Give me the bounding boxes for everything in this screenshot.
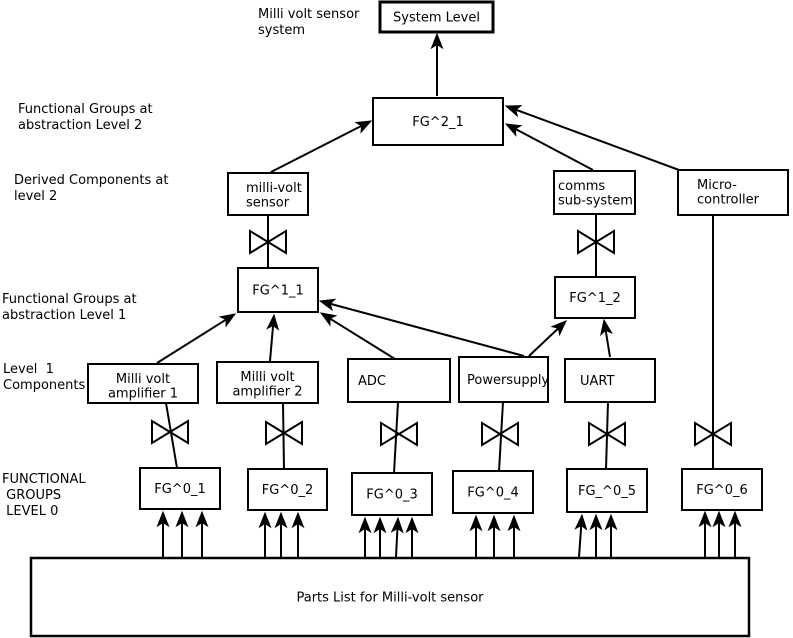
node-fg1-2-label — [569, 291, 621, 306]
label-level2-functional-groups-line: abstraction Level 2 — [18, 118, 143, 133]
arrow-parts-list-to-fg0-5 — [576, 515, 587, 557]
bowtie-icon — [381, 423, 417, 445]
node-fg0-3-label — [366, 488, 418, 503]
node-milli-volt-amplifier-1-label-line: amplifier 1 — [107, 386, 179, 402]
label-level1-functional-groups — [2, 292, 137, 323]
arrow-parts-list-to-fg0-6 — [700, 512, 711, 557]
edge-milli-volt-amplifier-2-to-fg0-2 — [283, 403, 284, 469]
node-fg0-5-label — [578, 484, 636, 499]
arrow-shaft — [270, 325, 273, 361]
bowtie-right-triangle — [607, 423, 625, 445]
bowtie-right-triangle — [713, 423, 731, 445]
arrow-parts-list-to-fg0-4 — [471, 516, 482, 557]
node-adc-label — [358, 374, 386, 389]
arrow-parts-list-to-fg0-2 — [260, 513, 271, 557]
label-level0-functional-groups — [2, 472, 86, 519]
node-system-level-label-line: System Level — [393, 10, 480, 26]
node-system-level-label — [393, 11, 480, 26]
label-level1-functional-groups-line: abstraction Level 1 — [2, 308, 127, 323]
label-level0-functional-groups-line: FUNCTIONAL — [2, 472, 86, 487]
arrow-comms-sub-system-to-fg2-1 — [506, 124, 593, 170]
bowtie-left-triangle — [266, 422, 284, 444]
arrow-parts-list-to-fg0-5 — [591, 515, 602, 557]
label-level1-components-line: Components — [3, 378, 86, 393]
node-parts-list-label — [296, 591, 484, 606]
arrow-parts-list-to-fg0-1 — [158, 512, 169, 557]
label-level2-derived-components-line: Derived Components at — [14, 173, 169, 188]
node-fg1-1-label-line: FG^1_1 — [252, 283, 304, 299]
arrow-uart-to-fg1-2 — [601, 320, 612, 357]
arrow-shaft — [271, 126, 362, 172]
label-level1-components — [3, 362, 85, 393]
label-system-title-line: Milli volt sensor — [258, 7, 360, 22]
node-fg2-1-label — [412, 115, 464, 130]
arrow-parts-list-to-fg0-3 — [407, 518, 418, 557]
arrow-shaft — [330, 319, 395, 359]
node-fg0-4-label-line: FG^0_4 — [467, 485, 519, 501]
arrow-parts-list-to-fg0-3 — [375, 518, 386, 557]
node-milli-volt-amplifier-2-label-line: amplifier 2 — [232, 384, 303, 400]
arrow-shaft — [396, 528, 397, 557]
node-milli-volt-amplifier-1-label-line: Milli volt — [115, 372, 171, 387]
node-micro-controller-label-line: Micro- — [697, 178, 737, 193]
arrow-parts-list-to-fg0-3 — [392, 518, 403, 557]
arrow-milli-volt-amplifier-1-to-fg1-1 — [157, 314, 235, 363]
label-level0-functional-groups-line: LEVEL 0 — [2, 504, 59, 519]
arrow-parts-list-to-fg0-4 — [509, 516, 520, 557]
arrow-parts-list-to-fg0-6 — [714, 512, 725, 557]
bowtie-left-triangle — [578, 231, 596, 253]
arrow-parts-list-to-fg0-5 — [606, 515, 617, 557]
arrow-shaft — [330, 304, 524, 356]
arrow-shaft — [606, 330, 610, 357]
node-fg0-6-label — [696, 483, 748, 498]
label-level0-functional-groups-line: GROUPS — [2, 488, 62, 503]
arrow-adc-to-fg1-1 — [321, 313, 395, 359]
bowtie-right-triangle — [399, 423, 417, 445]
arrow-parts-list-to-fg0-4 — [489, 516, 500, 557]
arrow-powersupply-to-fg1-1 — [320, 299, 524, 356]
bowtie-right-triangle — [500, 423, 518, 445]
arrow-shaft — [579, 525, 581, 557]
node-fg0-1-label — [154, 482, 206, 497]
bowtie-left-triangle — [589, 423, 607, 445]
node-milli-volt-amplifier-1-label — [108, 372, 178, 402]
node-fg0-6-label-line: FG^0_6 — [696, 483, 748, 498]
node-fg0-3-label-line: FG^0_3 — [366, 487, 418, 503]
node-milli-volt-amplifier-2-label-line: Milli volt — [240, 370, 295, 385]
label-level2-derived-components-line: level 2 — [14, 189, 58, 204]
label-level2-functional-groups — [18, 102, 153, 133]
arrow-milli-volt-sensor-to-fg2-1 — [271, 121, 371, 172]
arrow-powersupply-to-fg1-2 — [529, 321, 566, 356]
label-system-title — [258, 7, 360, 38]
arrow-parts-list-to-fg0-2 — [276, 513, 287, 557]
arrow-shaft — [529, 328, 558, 356]
node-uart-label — [580, 374, 614, 389]
bowtie-left-triangle — [482, 423, 500, 445]
node-fg1-2-label-line: FG^1_2 — [569, 291, 621, 306]
node-fg0-1-label-line: FG^0_1 — [154, 482, 206, 497]
arrow-shaft — [516, 110, 679, 170]
arrow-parts-list-to-fg0-2 — [293, 513, 304, 557]
node-comms-sub-system-label-line: comms — [558, 179, 606, 194]
bowtie-right-triangle — [596, 231, 614, 253]
node-comms-sub-system-label-line: sub-system — [558, 193, 633, 209]
arrowhead-icon — [321, 313, 336, 325]
label-level1-functional-groups-line: Functional Groups at — [2, 292, 137, 307]
node-fg0-2-label-line: FG^0_2 — [261, 483, 314, 498]
node-fg0-2-label — [262, 483, 314, 498]
node-fg1-1-label — [252, 284, 304, 299]
label-level1-components-line: Level 1 — [3, 362, 54, 377]
label-level2-derived-components — [14, 173, 168, 204]
arrowhead-icon — [220, 314, 235, 326]
node-milli-volt-sensor-label-line: milli-volt — [246, 181, 302, 196]
arrow-milli-volt-amplifier-2-to-fg1-1 — [267, 315, 278, 361]
bowtie-left-triangle — [152, 421, 170, 443]
node-adc-label-line: ADC — [358, 374, 386, 389]
arrow-shaft — [157, 320, 226, 363]
bowtie-right-triangle — [268, 231, 286, 253]
node-fg0-5-label-line: FG_^0_5 — [578, 484, 636, 499]
node-parts-list-label-line: Parts List for Milli-volt sensor — [296, 590, 484, 606]
node-micro-controller-label-line: controller — [697, 192, 760, 208]
node-powersupply-label — [467, 373, 549, 388]
label-system-title-line: system — [258, 23, 305, 38]
node-uart-label-line: UART — [580, 374, 615, 389]
node-milli-volt-sensor-label-line: sensor — [246, 195, 290, 211]
arrow-parts-list-to-fg0-3 — [360, 518, 371, 557]
arrow-parts-list-to-fg0-6 — [730, 512, 741, 557]
bowtie-left-triangle — [250, 231, 268, 253]
node-fg0-4-label — [467, 486, 519, 501]
arrow-parts-list-to-fg0-1 — [177, 512, 188, 557]
node-fg2-1-label-line: FG^2_1 — [412, 115, 464, 130]
arrow-shaft — [515, 129, 593, 170]
arrow-fg2-1-to-system-level — [432, 34, 443, 96]
node-powersupply-label-line: Powersupply — [467, 373, 550, 388]
bowtie-left-triangle — [695, 423, 713, 445]
bowtie-right-triangle — [284, 422, 302, 444]
node-milli-volt-amplifier-2-label — [232, 370, 302, 400]
label-level2-functional-groups-line: Functional Groups at — [18, 102, 153, 117]
arrow-parts-list-to-fg0-1 — [197, 512, 208, 557]
